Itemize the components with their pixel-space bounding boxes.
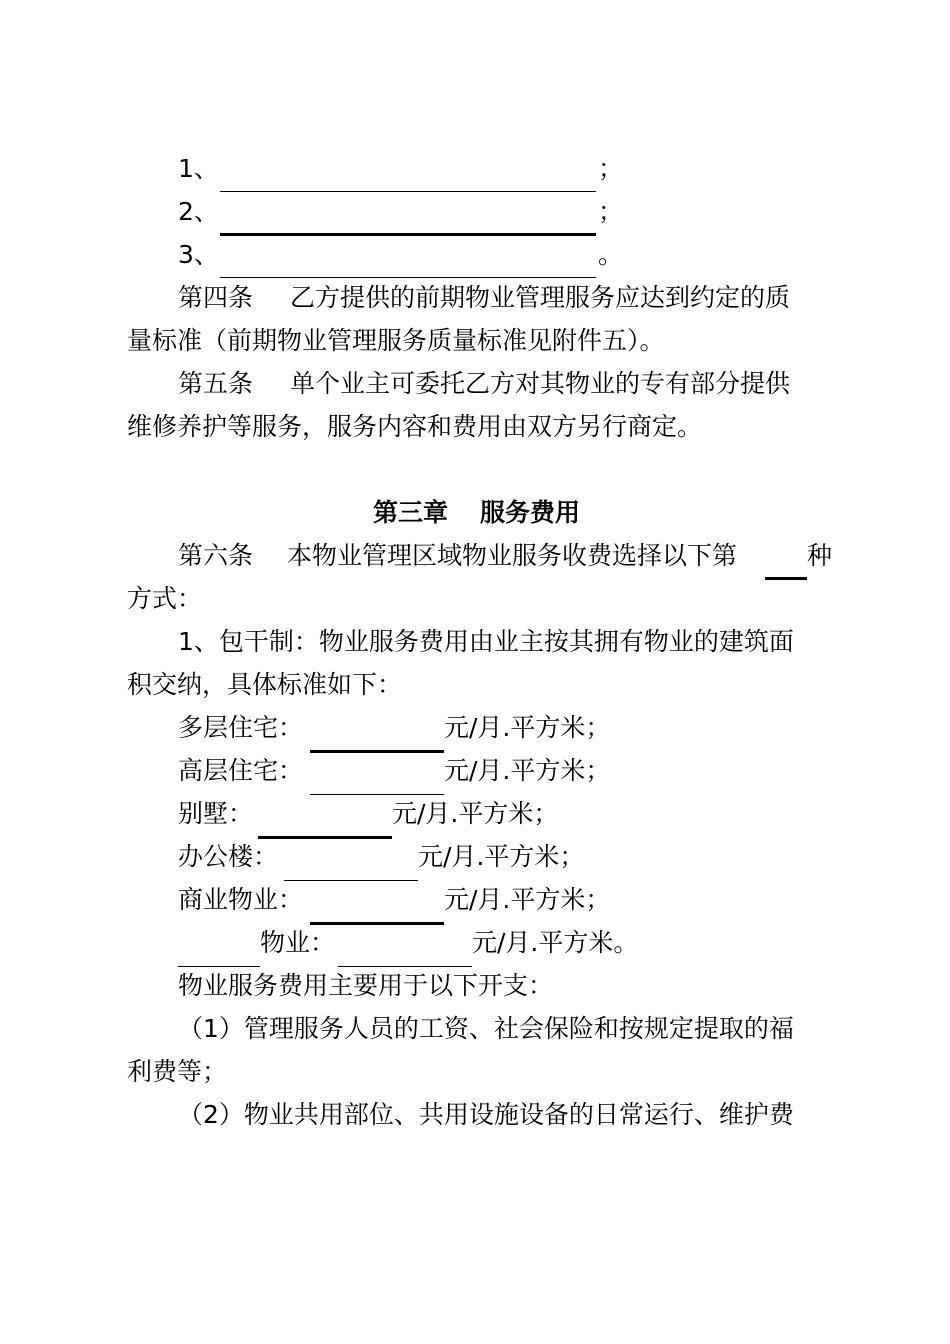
article-text: 乙方提供的前期物业管理服务应达到约定的质: [290, 283, 791, 312]
chapter-title: 服务费用: [480, 498, 581, 527]
fee-unit: 元/月.平方米；: [418, 842, 585, 871]
list-item-number: 1、: [178, 154, 219, 183]
article-text: 维修养护等服务，服务内容和费用由双方另行商定。: [127, 412, 703, 441]
expense-item: 利费等；: [127, 1057, 228, 1086]
fee-unit: 元/月.平方米。: [472, 928, 639, 957]
list-item-end: 。: [598, 240, 624, 269]
fee-blank: [284, 880, 418, 881]
blank-underline: [765, 577, 807, 580]
fee-unit: 元/月.平方米；: [444, 756, 611, 785]
blank-underline: [220, 191, 596, 192]
expense-item: （1）管理服务人员的工资、社会保险和按规定提取的福: [178, 1014, 794, 1043]
expense-intro: 物业服务费用主要用于以下开支：: [178, 971, 554, 1000]
fee-label: 商业物业：: [178, 885, 304, 914]
fee-blank: [258, 836, 392, 839]
expense-item: （2）物业共用部位、共用设施设备的日常运行、维护费: [178, 1100, 794, 1129]
property-type-blank: [178, 966, 260, 967]
fee-label: 别墅：: [178, 799, 254, 828]
fee-blank: [338, 966, 472, 967]
blank-underline: [220, 277, 596, 278]
fee-label: 办公楼：: [178, 842, 279, 871]
fee-unit: 元/月.平方米；: [444, 885, 611, 914]
list-item-number: 3、: [178, 240, 219, 269]
article-text: 量标准（前期物业管理服务质量标准见附件五）。: [127, 326, 665, 355]
list-item-end: ；: [598, 154, 624, 183]
article-label: 第六条: [178, 541, 254, 570]
article-text-end: 种: [807, 541, 833, 570]
chapter-number: 第三章: [373, 498, 449, 527]
blank-underline: [220, 233, 596, 236]
article-label: 第五条: [178, 369, 254, 398]
list-item-number: 2、: [178, 197, 219, 226]
fee-blank: [310, 750, 444, 753]
fee-blank: [310, 922, 444, 925]
fee-blank: [310, 794, 444, 795]
fee-label: 物业：: [260, 928, 336, 957]
option-text: 1、包干制：物业服务费用由业主按其拥有物业的建筑面: [178, 627, 794, 656]
article-text: 单个业主可委托乙方对其物业的专有部分提供: [290, 369, 791, 398]
list-item-end: ；: [598, 197, 624, 226]
fee-unit: 元/月.平方米；: [392, 799, 559, 828]
fee-unit: 元/月.平方米；: [444, 713, 611, 742]
fee-label: 多层住宅：: [178, 713, 304, 742]
article-text: 本物业管理区域物业服务收费选择以下第: [287, 541, 738, 570]
article-text: 方式：: [127, 584, 203, 613]
article-label: 第四条: [178, 283, 254, 312]
fee-label: 高层住宅：: [178, 756, 304, 785]
option-text: 积交纳，具体标准如下：: [127, 670, 403, 699]
